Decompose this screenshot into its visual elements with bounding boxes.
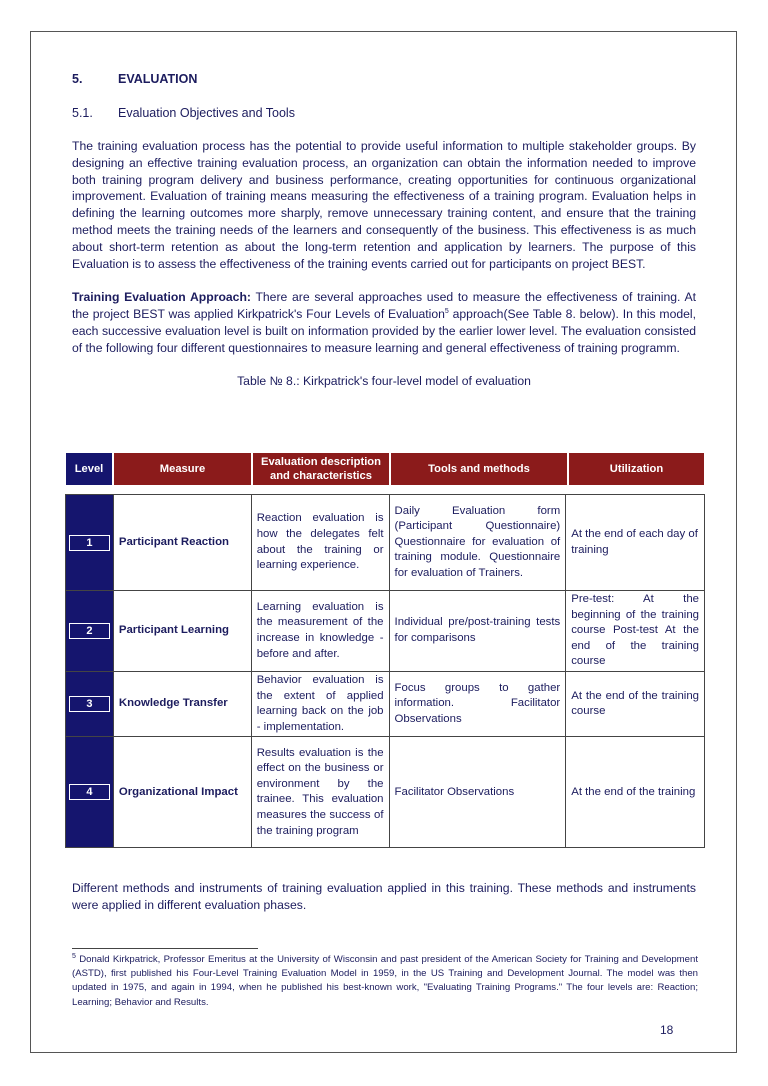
description-cell: Reaction evaluation is how the delegates felt about the training or learning experience.: [251, 495, 389, 591]
level-badge: 3: [69, 696, 110, 712]
closing-paragraph: Different methods and instruments of training evaluation applied in this training. These methods and instruments were applied in different evaluation phases.: [72, 881, 696, 912]
utilization-cell: Pre-test: At the beginning of the training course Post-test At the end of the training course: [566, 591, 705, 672]
utilization-cell: At the end of the training course: [566, 671, 705, 736]
evaluation-table: [65, 494, 705, 848]
approach-text-2: approach(See Table 8. below). In this model, each successive evaluation level is built on information provided by the earlier lower level. The evaluation consisted of the following four different questionnaires to measure learning and general effectiveness of training programm.: [72, 307, 697, 355]
tools-cell: Focus groups to gather information. Facilitator Observations: [389, 671, 566, 736]
utilization-cell: At the end of the training: [566, 737, 705, 848]
utilization-cell: At the end of each day of training: [566, 495, 705, 591]
header-measure: Measure: [113, 452, 252, 486]
measure-cell: Participant Learning: [113, 591, 251, 672]
description-cell: Results evaluation is the effect on the business or environment by the trainee. This evaluation measures the success of the training program: [251, 737, 389, 848]
approach-lead: Training Evaluation Approach:: [72, 290, 251, 305]
level-cell: [66, 495, 114, 591]
intro-paragraph: The training evaluation process has the potential to provide useful information to multiple stakeholder groups. By designing an effective training evaluation process, an organization can obtain the information needed to improve both training program delivery and business performance, creating opportunities for continuous organizational improvement. Evaluation of training means measuring the effectiveness of a training program. Evaluation helps in defining the learning outcomes more sharply, remove unnecessary training content, and ensure that the training method meets the training needs of the learners and consequently of the business. This effectiveness is as much about short-term retention as about the long-term retention and application by learners. The purpose of this Evaluation is to assess the effectiveness of the training events carried out for participants on project BEST.: [72, 139, 696, 271]
measure-cell: Participant Reaction: [113, 495, 251, 591]
measure-cell: Organizational Impact: [113, 737, 251, 848]
description-cell: Behavior evaluation is the extent of applied learning back on the job - implementation.: [251, 671, 389, 736]
subsection-heading: [72, 106, 696, 120]
section-heading: [72, 72, 696, 86]
level-cell: [66, 671, 114, 736]
level-badge: 4: [69, 784, 110, 800]
header-description: Evaluation description and characteristics: [252, 452, 390, 486]
section-title: EVALUATION: [118, 72, 198, 86]
subsection-title: Evaluation Objectives and Tools: [118, 106, 295, 120]
tools-cell: Individual pre/post-training tests for comparisons: [389, 591, 566, 672]
table-header: [65, 452, 705, 486]
footnote-ref: 5: [444, 308, 449, 316]
footnote-divider: [72, 948, 258, 949]
table-row: [66, 737, 705, 848]
level-cell: [66, 737, 114, 848]
tools-cell: Daily Evaluation form (Participant Questionnaire) Questionnaire for evaluation of training module. Questionnaire for evaluation of Trainers.: [389, 495, 566, 591]
footnote-marker: 5: [72, 952, 76, 960]
footnote-text: Donald Kirkpatrick, Professor Emeritus at the University of Wisconsin and past president of the American Society for Training and Development (ASTD), first published his Four-Level Training Evaluation Model in 1959, in the US Training and Development Journal. The model was then updated in 1975, and again in 1994, when he published his best-known work, "Evaluating Training Programs." The four levels are: Reaction; Learning; Behavior and Results.: [72, 954, 698, 1008]
approach-text-1: There are several approaches used to measure the effectiveness of training. At the project BEST was applied Kirkpatrick's Four Levels of Evaluation: [72, 290, 696, 322]
table-row: [66, 671, 705, 736]
approach-paragraph: [72, 289, 696, 356]
page-content: [72, 60, 696, 388]
header-utilization: Utilization: [568, 452, 705, 486]
subsection-number: 5.1.: [72, 106, 93, 120]
tools-cell: Facilitator Observations: [389, 737, 566, 848]
level-badge: 2: [69, 623, 110, 639]
measure-cell: Knowledge Transfer: [113, 671, 251, 736]
page-number: 18: [660, 1023, 674, 1037]
table-row: [66, 591, 705, 672]
header-tools: Tools and methods: [390, 452, 568, 486]
section-number: 5.: [72, 72, 83, 86]
header-level: Level: [65, 452, 113, 486]
table-caption: Table № 8.: Kirkpatrick's four-level model of evaluation: [237, 373, 531, 388]
table-row: [66, 495, 705, 591]
description-cell: Learning evaluation is the measurement of the increase in knowledge - before and after.: [251, 591, 389, 672]
level-badge: 1: [69, 535, 110, 551]
level-cell: [66, 591, 114, 672]
footnote: [72, 953, 698, 1010]
